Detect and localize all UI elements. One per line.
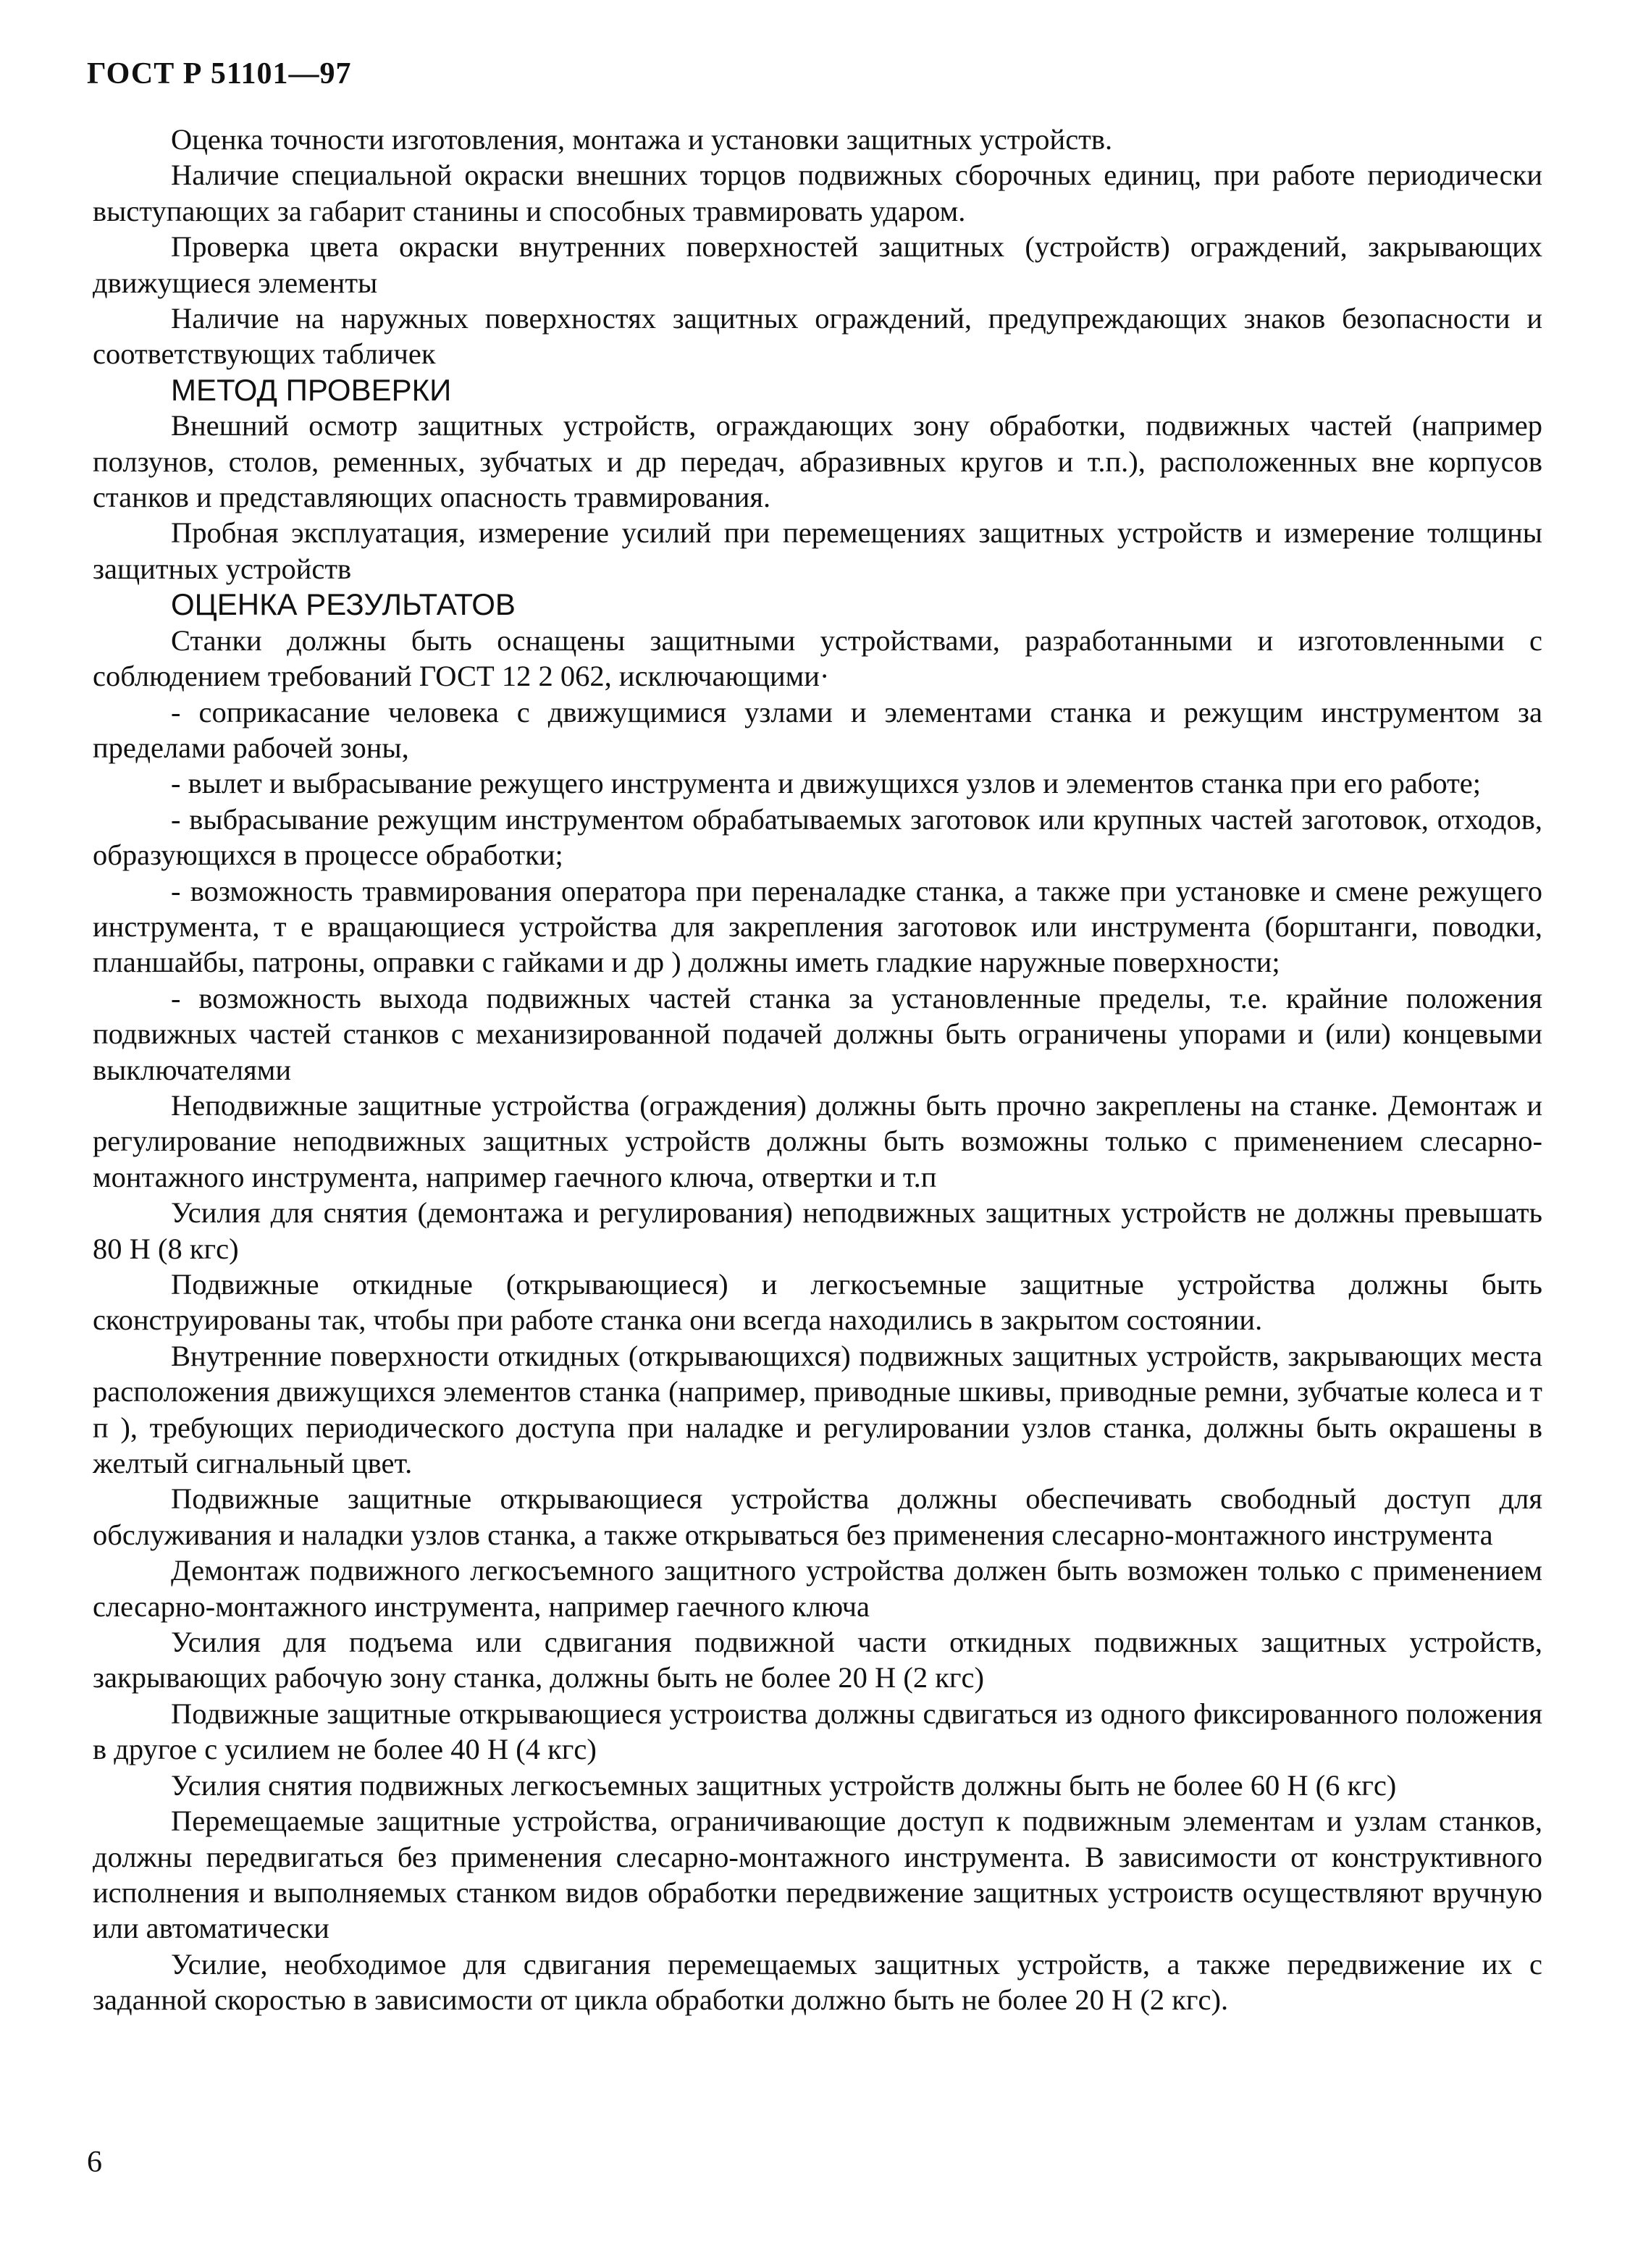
- paragraph: Внешний осмотр защитных устройств, ограждающих зону обработки, подвижных частей (например ползунов, столов, ременных, зубчатых и др передач, абразивных кругов и т.п.), расположенных вне корпусов станков и представляющих опасность травмирования.: [93, 409, 1542, 514]
- paragraph: Усилия для подъема или сдвигания подвижной части откидных подвижных защитных устройств, закрывающих рабочую зону станка, должны быть не более 20 Н (2 кгс): [93, 1626, 1542, 1694]
- paragraph: Неподвижные защитные устройства (ограждения) должны быть прочно закреплены на станке. Демонтаж и регулирование неподвижных защитных устройств должны быть возможны только с применением слесарно-монтажного инструмента, например гаечного ключа, отвертки и т.п: [93, 1088, 1542, 1193]
- paragraph: Оценка точности изготовления, монтажа и установки защитных устройств.: [171, 123, 1113, 156]
- paragraph: Пробная эксплуатация, измерение усилий при перемещениях защитных устройств и измерение толщины защитных устройств: [93, 516, 1542, 585]
- paragraph: Наличие специальной окраски внешних торцов подвижных сборочных единиц, при работе периодически выступающих за габарит станины и способных травмировать ударом.: [93, 159, 1542, 227]
- list-item: - выбрасывание режущим инструментом обрабатываемых заготовок или крупных частей заготовок, отходов, образующихся в процессе обработки;: [93, 802, 1542, 872]
- paragraph: Усилия для снятия (демонтажа и регулирования) неподвижных защитных устройств не должны превышать 80 Н (8 кгс): [93, 1196, 1542, 1265]
- page-number: 6: [87, 2146, 102, 2179]
- list-item: - соприкасание человека с движущимися узлами и элементами станка и режущим инструментом за пределами рабочей зоны,: [93, 695, 1542, 764]
- paragraph: Наличие на наружных поверхностях защитных ограждений, предупреждающих знаков безопасности и соответствующих табличек: [93, 302, 1542, 371]
- list-item: - возможность выхода подвижных частей станка за установленные пределы, т.е. крайние положения подвижных частей станков с механизированной подачей должны быть ограничены упорами и (или) концевыми выключателями: [93, 981, 1542, 1086]
- paragraph: Перемещаемые защитные устройства, ограничивающие доступ к подвижным элементам и узлам станков, должны передвигаться без применения слесарно-монтажного инструмента. В зависимости от конструктивного исполнения и выполняемых станком видов обработки передвижение защитных устроиств осуществляют вручную или автоматически: [93, 1805, 1542, 1945]
- paragraph: Проверка цвета окраски внутренних поверхностей защитных (устройств) ограждений, закрывающих движущиеся элементы: [93, 230, 1542, 299]
- section-heading-method: МЕТОД ПРОВЕРКИ: [171, 372, 452, 407]
- paragraph: Усилия снятия подвижных легкосъемных защитных устройств должны быть не более 60 Н (6 кгс): [171, 1768, 1397, 1802]
- paragraph: Усилие, необходимое для сдвигания перемещаемых защитных устройств, а также передвижение их с заданной скоростью в зависимости от цикла обработки должно быть не более 20 Н (2 кгс).: [93, 1947, 1542, 2017]
- list-item: - возможность травмирования оператора при переналадке станка, а также при установке и смене режущего инструмента, т е вращающиеся устройства для закрепления заготовок или инструмента (борштанги, поводки, планшайбы, патроны, оправки с гайками и др ) должны иметь гладкие наружные поверхности;: [93, 874, 1542, 979]
- paragraph: Станки должны быть оснащены защитными устройствами, разработанными и изготовленными с соблюдением требований ГОСТ 12 2 062, исключающими·: [93, 623, 1542, 693]
- section-heading-results: ОЦЕНКА РЕЗУЛЬТАТОВ: [171, 587, 516, 622]
- paragraph: Подвижные защитные открывающиеся устроиства должны сдвигаться из одного фиксированного положения в другое с усилием не более 40 Н (4 кгс): [93, 1697, 1542, 1766]
- list-item: - вылет и выбрасывание режущего инструмента и движущихся узлов и элементов станка при его работе;: [171, 767, 1482, 800]
- document-id: ГОСТ Р 51101—97: [87, 57, 352, 91]
- paragraph: Подвижные защитные открывающиеся устройства должны обеспечивать свободный доступ для обслуживания и наладки узлов станка, а также открываться без применения слесарно-монтажного инструмента: [93, 1482, 1542, 1551]
- paragraph: Внутренние поверхности откидных (открывающихся) подвижных защитных устройств, закрывающих места расположения движущихся элементов станка (например, приводные шкивы, приводные ремни, зубчатые колеса и т п ), требующих периодического доступа при наладке и регулировании узлов станка, должны быть окрашены в желтый сигнальный цвет.: [93, 1339, 1542, 1480]
- paragraph: Демонтаж подвижного легкосъемного защитного устройства должен быть возможен только с применением слесарно-монтажного инструмента, например гаечного ключа: [93, 1554, 1542, 1623]
- paragraph: Подвижные откидные (открывающиеся) и легкосъемные защитные устройства должны быть сконструированы так, чтобы при работе станка они всегда находились в закрытом состоянии.: [93, 1268, 1542, 1337]
- document-body: [93, 122, 1542, 2018]
